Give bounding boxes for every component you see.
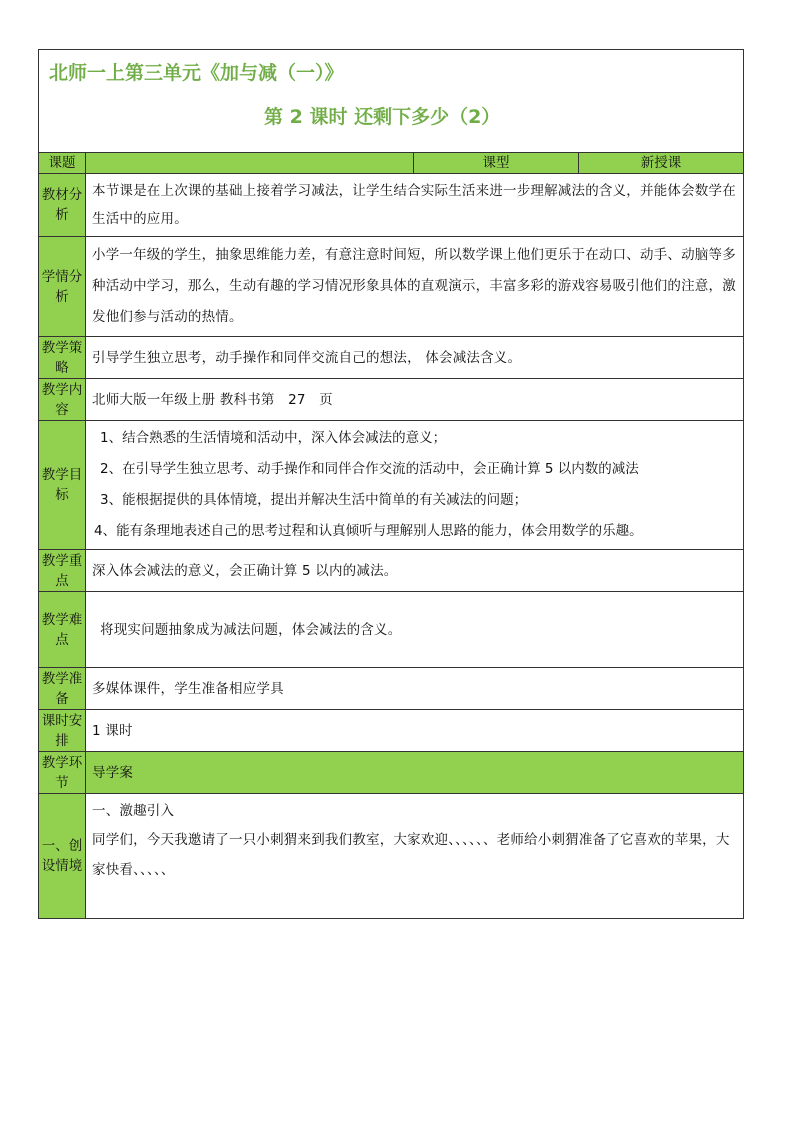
material-text: 本节课是在上次课的基础上接着学习减法，让学生结合实际生活来进一步理解减法的含义，并能体会数学在生活中的应用。 (86, 174, 744, 237)
content-label: 教学内容 (39, 379, 86, 421)
lesson-type-value: 新授课 (579, 153, 744, 174)
preparation-text: 多媒体课件，学生准备相应学具 (86, 668, 744, 710)
students-text: 小学一年级的学生，抽象思维能力差，有意注意时间短，所以数学课上他们更乐于在动口、动手、动脑等多种活动中学习，那么，生动有趣的学习情况形象具体的直观演示，丰富多彩的游戏容易吸引他们的注意，激发他们参与活动的热情。 (86, 237, 744, 337)
goal-item: 1、结合熟悉的生活情境和活动中，深入体会减法的意义； (100, 430, 447, 446)
difficulties-row (39, 592, 744, 668)
key-points-text: 深入体会减法的意义，会正确计算 5 以内的减法。 (86, 550, 744, 592)
material-label: 教材分析 (39, 174, 86, 237)
goal-item: 2、在引导学生独立思考、动手操作和同伴合作交流的活动中，会正确计算 5 以内数的减法 (100, 461, 639, 477)
content-row (39, 379, 744, 421)
scene-content (86, 794, 744, 919)
material-row (39, 174, 744, 237)
strategy-row (39, 337, 744, 379)
scene-heading: 一、激趣引入 (92, 803, 175, 819)
scene-text: 同学们，今天我邀请了一只小刺猬来到我们教室，大家欢迎、、、、、、老师给小刺猬准备了它喜欢的苹果，大家快看、、、、、 (92, 832, 730, 878)
goal-item: 3、能根据提供的具体情境，提出并解决生活中简单的有关减法的问题； (100, 492, 528, 508)
scene-label: 一、创设情境 (39, 794, 86, 919)
process-label: 教学环节 (39, 752, 86, 794)
title-row (39, 50, 744, 153)
goals-list (86, 421, 744, 550)
scene-row (39, 794, 744, 919)
lesson-plan (38, 49, 743, 919)
key-points-label: 教学重点 (39, 550, 86, 592)
content-text: 北师大版一年级上册 教科书第 27 页 (86, 379, 744, 421)
goals-row (39, 421, 744, 550)
schedule-text: 1 课时 (86, 710, 744, 752)
topic-row (39, 153, 744, 174)
lesson-type-label: 课型 (414, 153, 579, 174)
schedule-label: 课时安排 (39, 710, 86, 752)
strategy-text: 引导学生独立思考，动手操作和同伴交流自己的想法， 体会减法含义。 (86, 337, 744, 379)
students-row (39, 237, 744, 337)
lesson-plan-table (38, 49, 744, 919)
difficulties-text: 将现实问题抽象成为减法问题，体会减法的含义。 (86, 592, 744, 668)
strategy-label: 教学策略 (39, 337, 86, 379)
preparation-label: 教学准备 (39, 668, 86, 710)
preparation-row (39, 668, 744, 710)
goal-item: 4、能有条理地表述自己的思考过程和认真倾听与理解别人思路的能力，体会用数学的乐趣。 (94, 523, 643, 539)
goals-label: 教学目标 (39, 421, 86, 550)
process-text: 导学案 (86, 752, 744, 794)
students-label: 学情分析 (39, 237, 86, 337)
process-row (39, 752, 744, 794)
difficulties-label: 教学难点 (39, 592, 86, 668)
key-points-row (39, 550, 744, 592)
lesson-subtitle: 第 2 课时 还剩下多少（2） (264, 106, 501, 128)
title-cell (39, 50, 744, 153)
topic-label: 课题 (39, 153, 86, 174)
page-title: 北师一上第三单元《加与减（一）》 (49, 62, 344, 84)
schedule-row (39, 710, 744, 752)
topic-value (86, 153, 414, 174)
